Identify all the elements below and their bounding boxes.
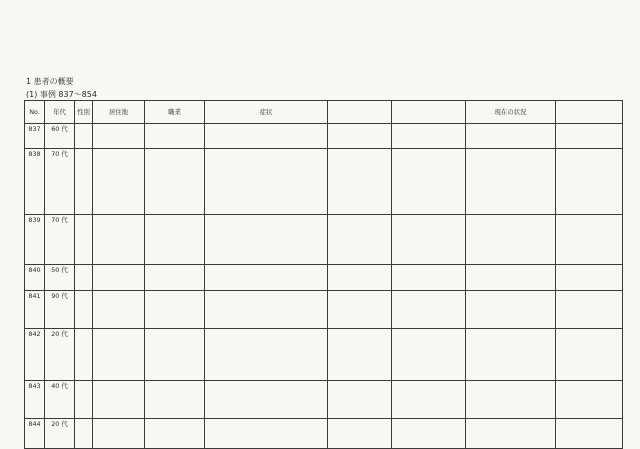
symptom-timeline [205,215,328,265]
occupation [145,419,205,449]
contact-tracing-line [394,330,463,338]
symptom-timeline-line [207,436,325,444]
current-status-line [468,266,553,274]
case-number: 839 [25,215,45,265]
current-status-line [468,158,553,166]
residence [93,329,145,381]
col-contact [392,101,466,124]
age-group: 40 代 [45,381,75,419]
travel-history [328,419,392,449]
col-symptoms: 症状 [205,101,328,124]
notes [556,265,623,291]
case-number: 842 [25,329,45,381]
occupation [145,291,205,329]
notes-line [558,420,620,428]
current-status-line [468,428,553,436]
current-status-line [468,338,553,346]
contact-tracing-line [394,300,463,308]
contact-tracing-line [394,292,463,300]
table-row [25,419,623,449]
symptom-timeline [205,419,328,449]
age-group: 60 代 [45,124,75,149]
contact-tracing-line [394,158,463,166]
contact-tracing-line [394,420,463,428]
symptom-timeline-line [207,133,325,141]
symptom-timeline [205,149,328,215]
current-status [466,291,556,329]
sex [75,419,93,449]
notes [556,419,623,449]
age-group: 20 代 [45,419,75,449]
contact-tracing-line [394,274,463,282]
notes-line [558,330,620,338]
residence [93,291,145,329]
symptom-timeline-line [207,390,325,398]
residence [93,419,145,449]
symptom-timeline-line [207,158,325,166]
col-no: No. [25,101,45,124]
table-row [25,381,623,419]
current-status [466,419,556,449]
symptom-timeline-line [207,398,325,406]
symptom-timeline-line [207,224,325,232]
residence [93,124,145,149]
col-travel [328,101,392,124]
current-status-line [468,224,553,232]
current-status [466,149,556,215]
case-number: 840 [25,265,45,291]
contact-tracing-line [394,133,463,141]
notes-line [558,292,620,300]
case-number: 837 [25,124,45,149]
symptom-timeline-line [207,125,325,133]
contact-tracing [392,215,466,265]
case-table [24,100,623,449]
age-group: 50 代 [45,265,75,291]
contact-tracing-line [394,428,463,436]
contact-tracing [392,291,466,329]
symptom-timeline-line [207,420,325,428]
current-status-line [468,308,553,316]
travel-history [328,381,392,419]
symptom-timeline-line [207,354,325,362]
age-group: 70 代 [45,215,75,265]
table-header-row [25,101,623,124]
symptom-timeline-line [207,346,325,354]
symptom-timeline-line [207,166,325,174]
travel-history [328,329,392,381]
table-row [25,265,623,291]
symptom-timeline-line [207,174,325,182]
contact-tracing-line [394,224,463,232]
symptom-timeline-line [207,338,325,346]
case-number: 838 [25,149,45,215]
occupation-line [147,133,202,141]
current-status-line [468,150,553,158]
notes [556,149,623,215]
current-status [466,215,556,265]
sex [75,149,93,215]
occupation [145,265,205,291]
sex [75,329,93,381]
symptom-timeline-line [207,266,325,274]
notes-line [558,125,620,133]
case-number: 843 [25,381,45,419]
current-status [466,329,556,381]
symptom-timeline [205,124,328,149]
occupation-line [147,292,202,300]
current-status-line [468,133,553,141]
col-occupation: 職業 [145,101,205,124]
occupation-line [147,150,202,158]
occupation-line [147,266,202,274]
current-status [466,381,556,419]
contact-tracing [392,381,466,419]
table-row [25,149,623,215]
symptom-timeline-line [207,190,325,198]
notes-line [558,150,620,158]
occupation [145,215,205,265]
current-status-line [468,292,553,300]
col-age: 年代 [45,101,75,124]
table-row [25,329,623,381]
age-group: 20 代 [45,329,75,381]
occupation-line [147,274,202,282]
symptom-timeline-line [207,428,325,436]
contact-tracing-line [394,390,463,398]
notes [556,381,623,419]
occupation [145,149,205,215]
notes [556,329,623,381]
current-status-line [468,300,553,308]
contact-tracing-line [394,216,463,224]
sex [75,291,93,329]
travel-history [328,291,392,329]
occupation-line [147,224,202,232]
symptom-timeline [205,381,328,419]
contact-tracing-line [394,150,463,158]
col-status: 現在の状況 [466,101,556,124]
col-residence: 居住地 [93,101,145,124]
symptom-timeline-line [207,274,325,282]
symptom-timeline-line [207,182,325,190]
travel-history [328,124,392,149]
age-group: 70 代 [45,149,75,215]
notes-line [558,133,620,141]
contact-tracing [392,265,466,291]
col-notes [556,101,623,124]
symptom-timeline [205,291,328,329]
symptom-timeline-line [207,292,325,300]
section-heading: 1 患者の概要 [26,77,74,86]
symptom-timeline-line [207,382,325,390]
occupation-line [147,338,202,346]
symptom-timeline-line [207,232,325,240]
contact-tracing [392,329,466,381]
current-status-line [468,274,553,282]
age-group: 90 代 [45,291,75,329]
case-number: 844 [25,419,45,449]
current-status-line [468,216,553,224]
notes [556,215,623,265]
symptom-timeline [205,265,328,291]
occupation [145,124,205,149]
current-status-line [468,125,553,133]
subsection-heading: (1) 事例 837〜854 [26,90,97,99]
notes-line [558,224,620,232]
symptom-timeline [205,329,328,381]
table-row [25,215,623,265]
current-status [466,124,556,149]
occupation-line [147,158,202,166]
symptom-timeline-line [207,248,325,256]
contact-tracing [392,419,466,449]
notes [556,124,623,149]
sex [75,265,93,291]
occupation [145,381,205,419]
symptom-timeline-line [207,240,325,248]
occupation-line [147,216,202,224]
residence [93,149,145,215]
sex [75,381,93,419]
table-row [25,124,623,149]
occupation-line [147,428,202,436]
symptom-timeline-line [207,216,325,224]
symptom-timeline-line [207,300,325,308]
contact-tracing [392,124,466,149]
contact-tracing-line [394,266,463,274]
symptom-timeline-line [207,362,325,370]
current-status-line [468,420,553,428]
symptom-timeline-line [207,150,325,158]
current-status [466,265,556,291]
notes-line [558,382,620,390]
residence [93,215,145,265]
col-sex: 性別 [75,101,93,124]
symptom-timeline-line [207,330,325,338]
contact-tracing-line [394,338,463,346]
occupation-line [147,330,202,338]
contact-tracing [392,149,466,215]
notes [556,291,623,329]
current-status-line [468,390,553,398]
contact-tracing-line [394,382,463,390]
occupation [145,329,205,381]
table-row [25,291,623,329]
case-number: 841 [25,291,45,329]
notes-line [558,216,620,224]
occupation-line [147,125,202,133]
notes-line [558,266,620,274]
residence [93,381,145,419]
travel-history [328,215,392,265]
sex [75,215,93,265]
symptom-timeline-line [207,198,325,206]
travel-history [328,149,392,215]
occupation-line [147,390,202,398]
sex [75,124,93,149]
travel-history [328,265,392,291]
occupation-line [147,420,202,428]
current-status-line [468,382,553,390]
contact-tracing-line [394,125,463,133]
symptom-timeline-line [207,308,325,316]
current-status-line [468,330,553,338]
occupation-line [147,382,202,390]
residence [93,265,145,291]
notes-line [558,274,620,282]
